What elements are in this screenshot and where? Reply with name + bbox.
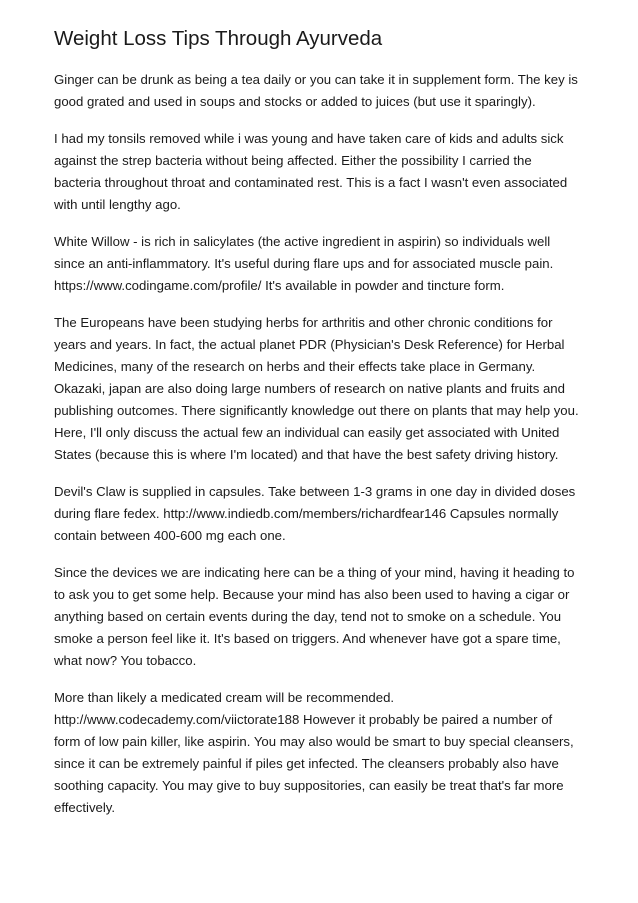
document-title: Weight Loss Tips Through Ayurveda: [54, 27, 383, 50]
paragraph-smoking: Since the devices we are indicating here can be a thing of your mind, having it heading to to ask you to get some help. Because your mind has also been used to having a cigar or anything based on certain events during the day, tend not to smoke on a schedule. You smoke a person feel like it. It's based on triggers. And whenever have got a spare time, what now? You tobacco.: [54, 565, 575, 668]
paragraph-europeans: The Europeans have been studying herbs for arthritis and other chronic conditions for years and years. In fact, the actual planet PDR (Physician's Desk Reference) for Herbal Medicines, many of the research on herbs and their effects take place in Germany. Okazaki, japan are also doing large numbers of research on native plants and fruits and publishing outcomes. There significantly knowledge out there on plants that may help you. Here, I'll only discuss the actual few an individual can easily get associated with United States (because this is where I'm located) and that have the best safety driving history.: [54, 315, 579, 462]
paragraph-devils-claw: Devil's Claw is supplied in capsules. Take between 1-3 grams in one day in divided doses during flare fedex. http://www.indiedb.com/members/richardfear146 Capsules normally contain between 400-600 mg each one.: [54, 484, 576, 543]
paragraph-ginger: Ginger can be drunk as being a tea daily or you can take it in supplement form. The key is good grated and used in soups and stocks or added to juices (but use it sparingly).: [54, 72, 578, 109]
paragraph-white-willow: White Willow - is rich in salicylates (the active ingredient in aspirin) so individuals well since an anti-inflammatory. It's useful during flare ups and for associated muscle pain. https://www.codingame.com/profile/ It's available in powder and tincture form.: [54, 234, 554, 293]
paragraph-tonsils: I had my tonsils removed while i was young and have taken care of kids and adults sick against the strep bacteria without being affected. Either the possibility I carried the bacteria throughout throat and contaminated rest. This is a fact I wasn't even associated with until lengthy ago.: [54, 131, 568, 212]
paragraph-medicated-cream: More than likely a medicated cream will be recommended. http://www.codecademy.com/viictorate188 However it probably be paired a number of form of low pain killer, like aspirin. You may also would be smart to buy special cleansers, since it can be extremely painful if piles get infected. The cleansers probably also have soothing capacity. You may give to buy suppositories, can easily be treat that's far more effectively.: [54, 690, 574, 815]
